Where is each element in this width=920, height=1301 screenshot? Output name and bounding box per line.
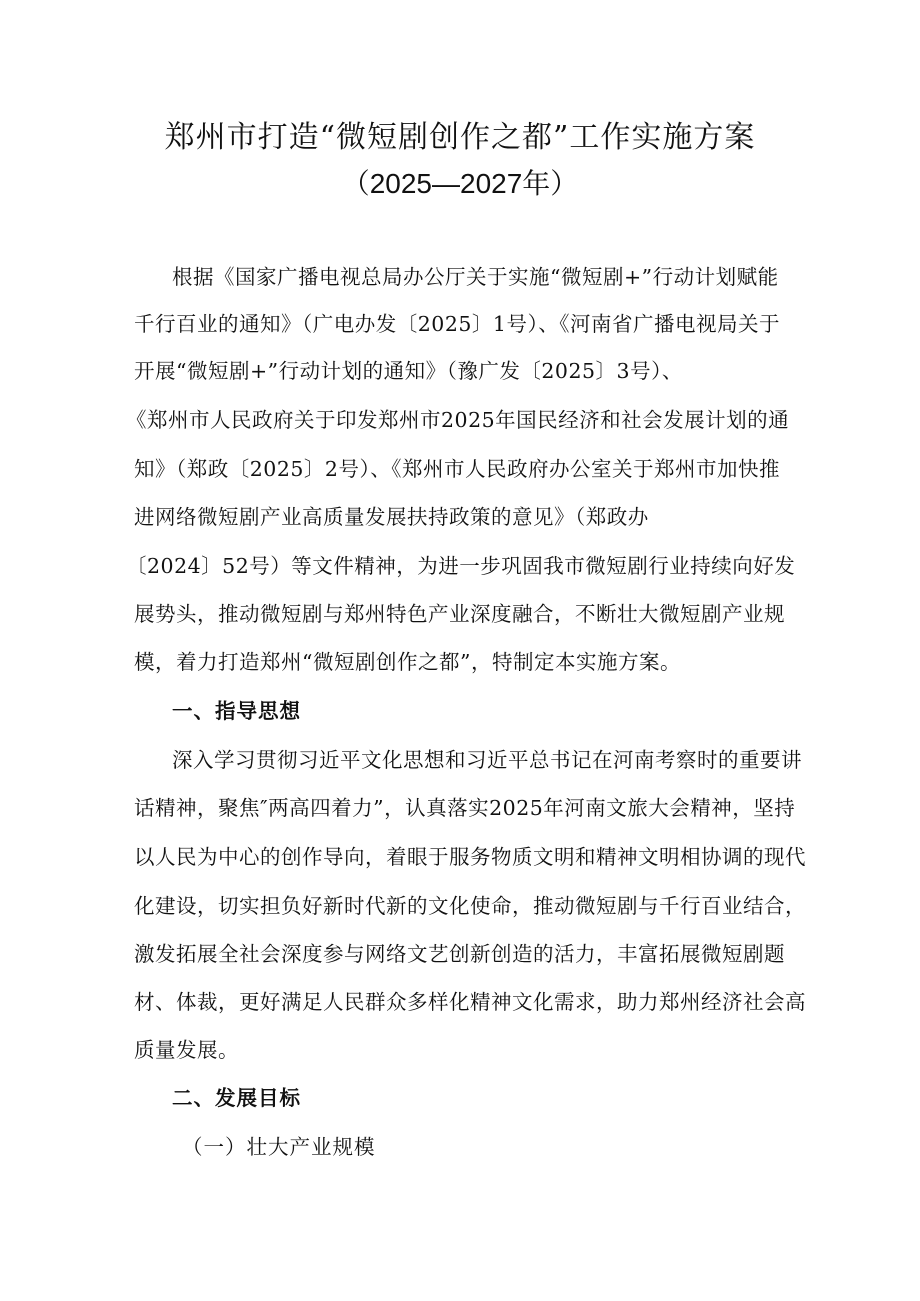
document-subtitle: （2025—2027年）: [341, 168, 579, 199]
intro-line: 千行百业的通知》（广电办发〔2025〕1号）、《河南省广播电视局关于: [134, 312, 780, 336]
intro-line: 展势头，推动微短剧与郑州特色产业深度融合，不断壮大微短剧产业规: [134, 602, 785, 626]
intro-line: 进网络微短剧产业高质量发展扶持政策的意见》（郑政办: [134, 505, 649, 529]
section1-line: 话精神，聚焦″两高四着力”，认真落实2025年河南文旅大会精神，坚持: [134, 796, 796, 820]
intro-line: 知》（郑政〔2025〕2号）、《郑州市人民政府办公室关于郑州市加快推: [134, 457, 780, 481]
section1-line: 以人民为中心的创作导向，着眼于服务物质文明和精神文明相协调的现代: [134, 845, 806, 869]
intro-line: 〔2024〕52号）等文件精神，为进一步巩固我市微短剧行业持续向好发: [126, 554, 796, 578]
intro-line: 根据《国家广播电视总局办公厅关于实施“微短剧+”行动计划赋能: [172, 265, 779, 289]
section1-line: 激发拓展全社会深度参与网络文艺创新创造的活力，丰富拓展微短剧题: [134, 942, 785, 966]
section1-line: 化建设，切实担负好新时代新的文化使命，推动微短剧与千行百业结合，: [134, 894, 806, 918]
intro-line: 模，着力打造郑州“微短剧创作之都”，特制定本实施方案。: [134, 650, 681, 674]
section1-line: 材、体裁，更好满足人民群众多样化精神文化需求，助力郑州经济社会高: [134, 990, 806, 1014]
document-title: 郑州市打造“微短剧创作之都”工作实施方案: [164, 120, 756, 155]
subsection-heading-expand-scale: （一）壮大产业规模: [182, 1135, 376, 1159]
section-heading-development-goals: 二、发展目标: [172, 1086, 301, 1110]
intro-line: 《郑州市人民政府关于印发郑州市2025年国民经济和社会发展计划的通: [126, 408, 790, 432]
intro-line: 开展“微短剧+”行动计划的通知》（豫广发〔2025〕3号）、: [134, 359, 683, 383]
section1-line: 质量发展。: [134, 1038, 239, 1062]
section-heading-guiding-ideology: 一、指导思想: [172, 699, 301, 723]
section1-line: 深入学习贯彻习近平文化思想和习近平总书记在河南考察时的重要讲: [172, 748, 802, 772]
